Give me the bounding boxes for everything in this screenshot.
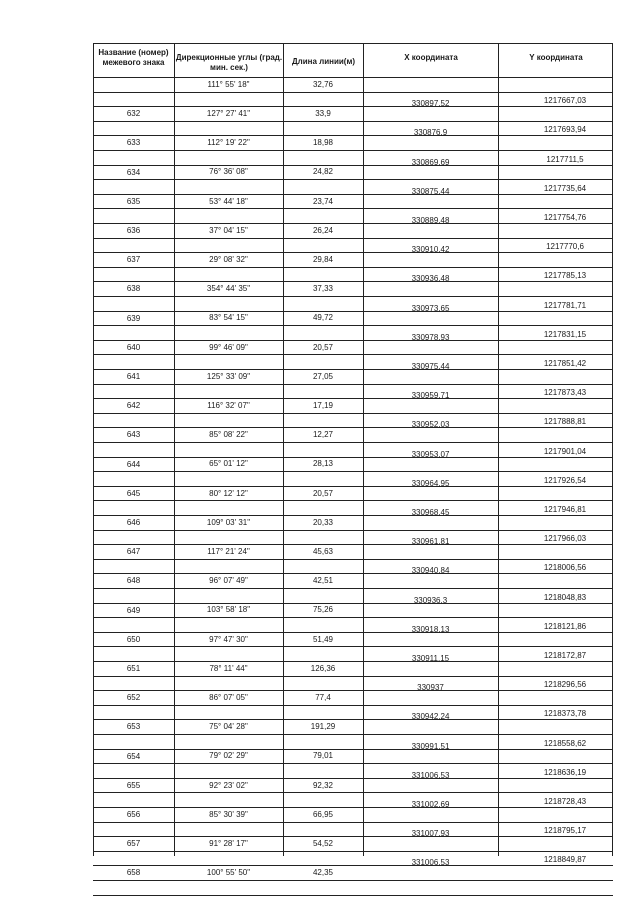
bearing-cell: 99° 46' 09" — [209, 342, 248, 352]
y-coordinate-cell: 1218636,19 — [543, 767, 587, 777]
row-rule — [93, 471, 613, 472]
row-rule — [93, 603, 613, 604]
bearing-cell: 75° 04' 28" — [209, 722, 248, 732]
length-cell: 51,49 — [312, 634, 334, 644]
y-coordinate-cell: 1217693,94 — [543, 125, 587, 135]
bearing-cell: 37° 04' 15" — [209, 225, 248, 235]
row-rule — [93, 369, 613, 370]
y-coordinate-cell: 1217901,04 — [543, 446, 587, 456]
length-cell: 12,27 — [312, 430, 334, 440]
y-coordinate-cell: 1218121,86 — [543, 621, 587, 631]
length-cell: 26,24 — [312, 225, 334, 235]
point-name-cell: 634 — [126, 167, 141, 177]
x-coordinate-cell: 330869,69 — [411, 157, 450, 167]
length-cell: 18,98 — [312, 138, 334, 148]
length-cell: 28,13 — [312, 459, 334, 469]
bearing-cell: 80° 12' 12" — [209, 488, 248, 498]
row-rule — [93, 223, 613, 224]
row-rule — [93, 661, 613, 662]
row-rule — [93, 442, 613, 443]
point-name-cell: 637 — [126, 255, 141, 265]
x-coordinate-cell: 330897,52 — [411, 99, 450, 109]
bearing-cell: 117° 21' 24" — [207, 547, 250, 556]
length-cell: 42,35 — [312, 868, 334, 878]
bearing-cell: 354° 44' 35" — [206, 284, 251, 294]
bearing-cell: 78° 11' 44" — [209, 663, 248, 673]
point-name-cell: 646 — [126, 518, 141, 527]
point-name-cell: 633 — [126, 138, 141, 148]
y-coordinate-cell: 1217851,42 — [543, 359, 587, 368]
x-coordinate-cell: 330964,95 — [411, 478, 450, 488]
row-rule — [93, 807, 613, 808]
x-coordinate-cell: 331007,93 — [411, 829, 450, 839]
y-coordinate-cell: 1218172,87 — [543, 651, 587, 660]
y-coordinate-cell: 1217754,76 — [543, 213, 587, 222]
y-coordinate-cell: 1217667,03 — [543, 96, 587, 106]
x-coordinate-cell: 330875,44 — [411, 186, 450, 196]
point-name-cell: 636 — [126, 226, 141, 235]
header-y-coordinate: Y координата — [529, 53, 583, 62]
length-cell: 20,33 — [312, 517, 334, 527]
row-rule — [93, 457, 613, 458]
point-name-cell: 648 — [126, 576, 141, 586]
x-coordinate-cell: 330940,84 — [411, 566, 450, 576]
bearing-cell: 86° 07' 05" — [209, 693, 248, 702]
bearing-cell: 100° 55' 50" — [206, 868, 251, 878]
row-rule — [93, 719, 613, 720]
y-coordinate-cell: 1218373,78 — [543, 709, 587, 719]
row-rule — [93, 617, 613, 618]
y-coordinate-cell: 1217926,54 — [543, 475, 587, 485]
length-cell: 191,29 — [310, 722, 336, 732]
row-rule — [93, 398, 613, 399]
row-rule — [93, 573, 613, 574]
bearing-cell: 83° 54' 15" — [209, 313, 248, 323]
y-coordinate-cell: 1217785,13 — [543, 271, 587, 281]
row-rule — [93, 559, 613, 560]
bearing-cell: 29° 08' 32" — [209, 255, 248, 264]
length-cell: 37,33 — [312, 284, 334, 294]
row-rule — [93, 106, 613, 107]
bearing-cell: 111° 55' 18" — [207, 79, 250, 89]
point-name-cell: 650 — [126, 634, 141, 644]
point-name-cell: 653 — [126, 722, 141, 732]
y-coordinate-cell: 1218558,62 — [543, 738, 587, 748]
bearing-cell: 85° 30' 39" — [209, 809, 248, 819]
length-cell: 66,95 — [312, 809, 334, 819]
x-coordinate-cell: 330942,24 — [411, 712, 450, 722]
row-rule — [93, 165, 613, 166]
point-name-cell: 656 — [126, 810, 141, 819]
point-name-cell: 632 — [126, 109, 141, 119]
x-coordinate-cell: 330936,3 — [413, 595, 448, 605]
y-coordinate-cell: 1217888,81 — [543, 417, 587, 427]
point-name-cell: 655 — [126, 780, 141, 790]
y-coordinate-cell: 1218048,83 — [543, 592, 587, 602]
row-rule — [93, 354, 613, 355]
point-name-cell: 643 — [126, 430, 141, 440]
bearing-cell: 97° 47' 30" — [209, 634, 248, 644]
point-name-cell: 654 — [126, 751, 141, 761]
bearing-cell: 96° 07' 49" — [209, 576, 248, 586]
coordinate-table — [93, 43, 613, 878]
x-coordinate-cell: 330959,71 — [411, 391, 450, 401]
bearing-cell: 79° 02' 29" — [209, 751, 248, 761]
length-cell: 79,01 — [312, 751, 334, 761]
x-coordinate-cell: 331006,53 — [411, 858, 450, 868]
y-coordinate-cell: 1218728,43 — [543, 797, 587, 806]
row-rule — [93, 427, 613, 428]
row-rule — [93, 836, 613, 837]
row-rule — [93, 851, 613, 852]
length-cell: 49,72 — [312, 313, 334, 323]
row-rule — [93, 880, 613, 881]
row-rule — [93, 734, 613, 735]
point-name-cell: 652 — [126, 693, 141, 703]
row-rule — [93, 92, 613, 93]
length-cell: 24,82 — [312, 167, 334, 177]
header-x-coordinate: X координата — [404, 53, 458, 62]
length-cell: 17,19 — [312, 401, 334, 410]
y-coordinate-cell: 1218849,87 — [543, 855, 587, 865]
row-rule — [93, 646, 613, 647]
bearing-cell: 53° 44' 18" — [209, 196, 248, 206]
row-rule — [93, 530, 613, 531]
bearing-cell: 125° 33' 09" — [206, 371, 251, 381]
row-rule — [93, 413, 613, 414]
header-point-name: Название (номер) межевого знака — [98, 48, 169, 67]
point-name-cell: 639 — [126, 313, 141, 323]
y-coordinate-cell: 1218795,17 — [543, 826, 587, 836]
length-cell: 45,63 — [312, 547, 334, 556]
row-rule — [93, 486, 613, 487]
length-cell: 29,84 — [312, 255, 334, 264]
bearing-cell: 116° 32' 07" — [207, 401, 250, 410]
x-coordinate-cell: 330973,65 — [411, 303, 450, 313]
x-coordinate-cell: 330978,93 — [411, 332, 450, 342]
point-name-cell: 635 — [126, 196, 141, 206]
x-coordinate-cell: 330953,07 — [411, 449, 450, 459]
row-rule — [93, 194, 613, 195]
point-name-cell: 658 — [126, 868, 141, 878]
x-coordinate-cell: 330937 — [417, 683, 444, 693]
row-rule — [93, 749, 613, 750]
x-coordinate-cell: 330961,81 — [411, 537, 450, 547]
point-name-cell: 649 — [126, 605, 141, 615]
y-coordinate-cell: 1217735,64 — [543, 183, 587, 193]
x-coordinate-cell: 330918,13 — [411, 624, 450, 634]
row-rule — [93, 208, 613, 209]
x-coordinate-cell: 330975,44 — [411, 362, 450, 371]
x-coordinate-cell: 330936,48 — [411, 274, 450, 284]
table-top-border — [93, 43, 613, 44]
row-rule — [93, 135, 613, 136]
row-rule — [93, 544, 613, 545]
x-coordinate-cell: 330952,03 — [411, 420, 450, 430]
row-rule — [93, 588, 613, 589]
bearing-cell: 91° 28' 17" — [209, 839, 248, 848]
header-bottom-border — [93, 77, 613, 78]
point-name-cell: 657 — [126, 839, 141, 849]
point-name-cell: 640 — [126, 342, 141, 352]
x-coordinate-cell: 330968,45 — [411, 508, 450, 517]
y-coordinate-cell: 1218296,56 — [543, 680, 587, 690]
length-cell: 42,51 — [312, 576, 334, 586]
y-coordinate-cell: 1217781,71 — [543, 300, 587, 310]
y-coordinate-cell: 1217873,43 — [543, 388, 587, 398]
row-rule — [93, 632, 613, 633]
row-rule — [93, 311, 613, 312]
length-cell: 33,9 — [315, 109, 331, 118]
row-rule — [93, 763, 613, 764]
row-rule — [93, 500, 613, 501]
length-cell: 20,57 — [312, 342, 334, 352]
bearing-cell: 109° 03' 31" — [206, 517, 251, 527]
row-rule — [93, 325, 613, 326]
length-cell: 20,57 — [312, 488, 334, 498]
row-rule — [93, 690, 613, 691]
row-rule — [93, 676, 613, 677]
header-line-length: Длина линии(м) — [291, 57, 356, 66]
point-name-cell: 641 — [126, 372, 141, 381]
row-rule — [93, 895, 613, 896]
row-rule — [93, 150, 613, 151]
row-rule — [93, 281, 613, 282]
y-coordinate-cell: 1217966,03 — [543, 534, 587, 544]
bearing-cell: 112° 19' 22" — [207, 138, 250, 148]
point-name-cell: 644 — [126, 459, 141, 469]
row-rule — [93, 384, 613, 385]
y-coordinate-cell: 1218006,56 — [543, 563, 587, 573]
y-coordinate-cell: 1217770,6 — [546, 242, 584, 252]
bearing-cell: 92° 23' 02" — [209, 780, 248, 790]
bearing-cell: 65° 01' 12" — [209, 459, 248, 469]
row-rule — [93, 121, 613, 122]
row-rule — [93, 267, 613, 268]
row-rule — [93, 705, 613, 706]
point-name-cell: 638 — [126, 284, 141, 294]
row-rule — [93, 515, 613, 516]
header-bearing: Дирекционные углы (град. мин. сек.) — [175, 53, 283, 72]
y-coordinate-cell: 1217711,5 — [546, 154, 584, 164]
point-name-cell: 642 — [126, 401, 141, 411]
x-coordinate-cell: 330910,42 — [411, 245, 450, 255]
point-name-cell: 645 — [126, 488, 141, 498]
length-cell: 126,36 — [310, 663, 336, 673]
x-coordinate-cell: 330911,15 — [411, 654, 450, 663]
row-rule — [93, 778, 613, 779]
x-coordinate-cell: 330876,9 — [413, 128, 448, 138]
row-rule — [93, 792, 613, 793]
length-cell: 54,52 — [312, 839, 334, 848]
row-rule — [93, 252, 613, 253]
bearing-cell: 127° 27' 41" — [206, 109, 251, 118]
point-name-cell: 651 — [126, 664, 141, 673]
y-coordinate-cell: 1217831,15 — [543, 329, 587, 339]
x-coordinate-cell: 331002,69 — [411, 800, 450, 809]
row-rule — [93, 340, 613, 341]
row-rule — [93, 296, 613, 297]
length-cell: 32,76 — [312, 79, 334, 89]
row-rule — [93, 822, 613, 823]
bearing-cell: 85° 08' 22" — [209, 430, 248, 440]
x-coordinate-cell: 330889,48 — [411, 216, 450, 225]
length-cell: 27,05 — [312, 371, 334, 381]
length-cell: 75,26 — [312, 605, 334, 615]
bearing-cell: 103° 58' 18" — [206, 605, 251, 615]
length-cell: 23,74 — [312, 196, 334, 206]
row-rule — [93, 238, 613, 239]
bearing-cell: 76° 36' 08" — [209, 167, 248, 177]
row-rule — [93, 179, 613, 180]
length-cell: 77,4 — [315, 693, 331, 702]
point-name-cell: 647 — [126, 547, 141, 557]
x-coordinate-cell: 330991,51 — [411, 741, 450, 751]
length-cell: 92,32 — [312, 780, 334, 790]
x-coordinate-cell: 331006,53 — [411, 770, 450, 780]
row-rule — [93, 865, 613, 866]
y-coordinate-cell: 1217946,81 — [543, 505, 587, 514]
